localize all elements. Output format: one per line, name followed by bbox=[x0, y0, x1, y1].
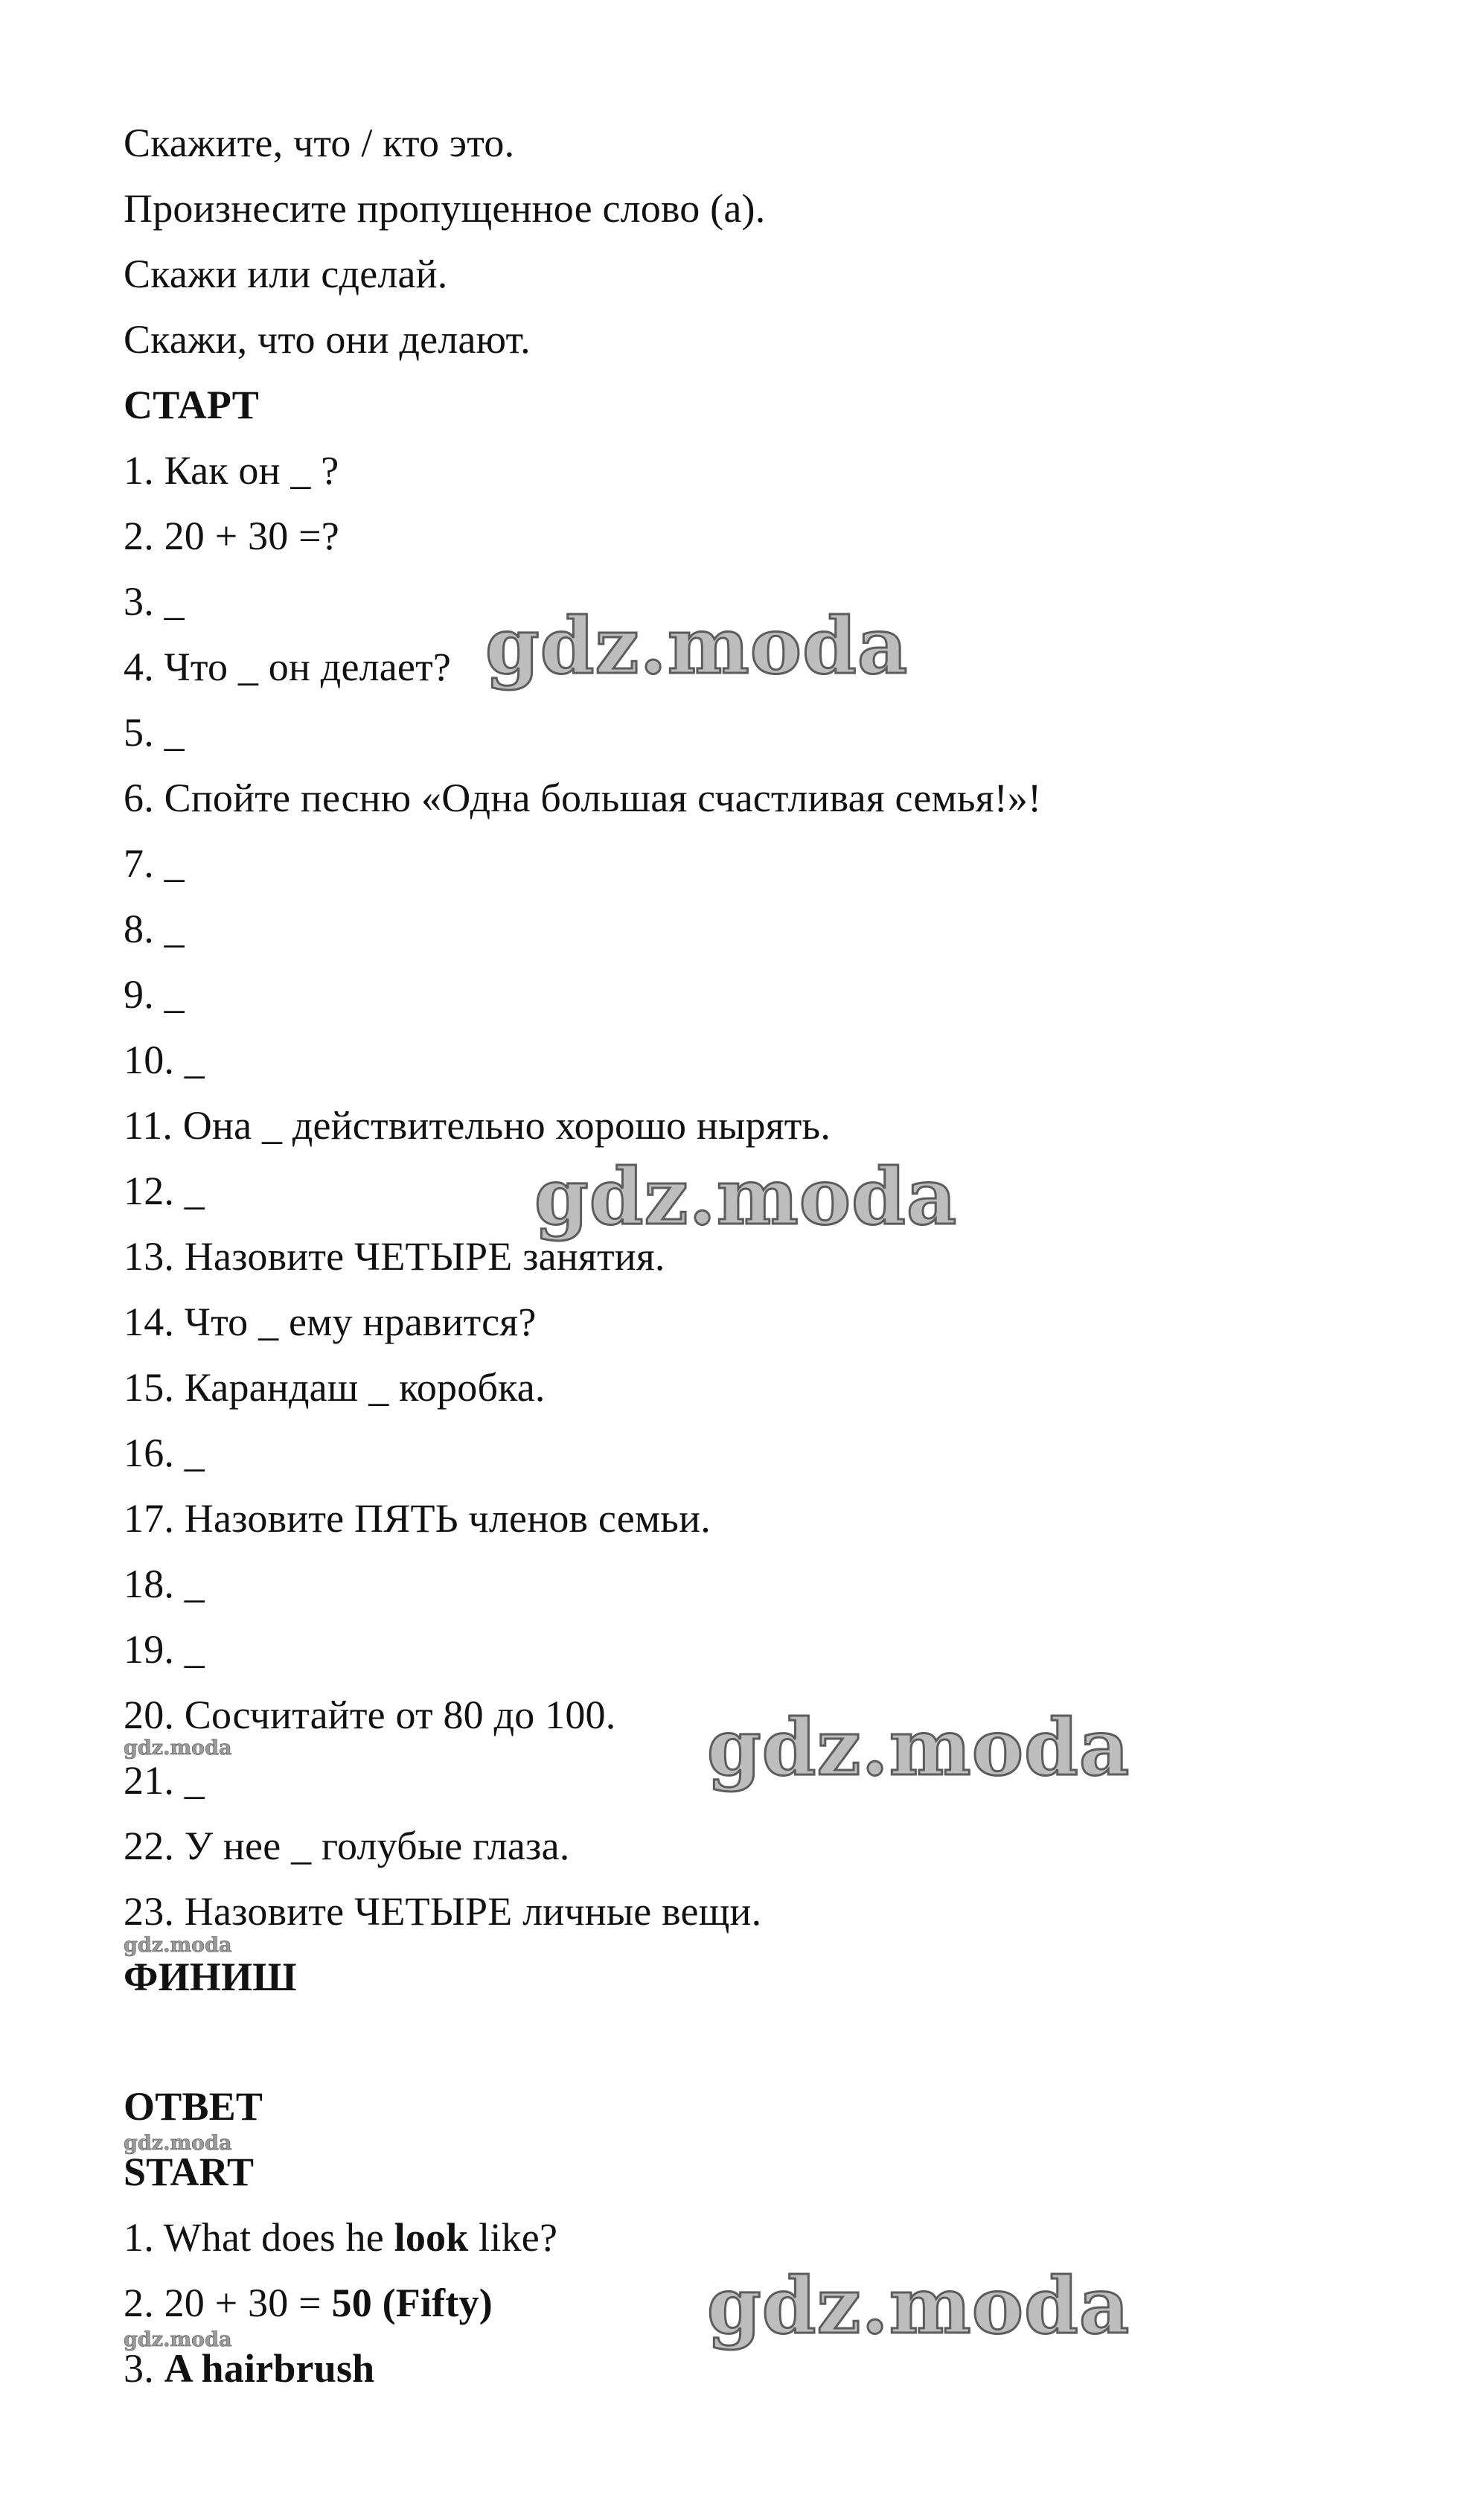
answer-start-heading: START bbox=[124, 2150, 255, 2194]
watermark-small: gdz.moda bbox=[124, 1736, 232, 1760]
watermark-small: gdz.moda bbox=[124, 2132, 232, 2155]
answer-bold: A hairbrush bbox=[164, 2346, 375, 2391]
answer-line bbox=[124, 2345, 374, 2392]
task-item: 1. Как он _ ? bbox=[124, 448, 339, 493]
task-item: 7. _ bbox=[124, 841, 185, 886]
task-item: 2. 20 + 30 =? bbox=[124, 514, 339, 558]
task-item: 14. Что _ ему нравится? bbox=[124, 1300, 537, 1344]
task-item: 16. _ bbox=[124, 1431, 205, 1475]
task-item: 19. _ bbox=[124, 1627, 205, 1672]
task-item: 11. Она _ действительно хорошо нырять. bbox=[124, 1103, 831, 1148]
answer-line bbox=[124, 2279, 493, 2327]
task-item: 23. Назовите ЧЕТЫРЕ личные вещи. bbox=[124, 1889, 762, 1934]
instruction-line: Скажи, что они делают. bbox=[124, 317, 531, 362]
task-item: 6. Спойте песню «Одна большая счастливая семья!»! bbox=[124, 776, 1042, 820]
watermark-logo: gdz.moda bbox=[707, 1701, 1130, 1793]
task-item: 3. _ bbox=[124, 579, 185, 624]
task-item: 21. _ bbox=[124, 1758, 205, 1803]
watermark-logo: gdz.moda bbox=[534, 1151, 958, 1242]
task-item: 17. Назовите ПЯТЬ членов семьи. bbox=[124, 1496, 711, 1541]
task-item: 4. Что _ он делает? bbox=[124, 645, 452, 689]
start-heading: СТАРТ bbox=[124, 383, 259, 427]
watermark-logo: gdz.moda bbox=[707, 2260, 1130, 2351]
answer-heading: ОТВЕТ bbox=[124, 2084, 263, 2129]
task-item: 22. У нее _ голубые глаза. bbox=[124, 1824, 570, 1868]
answer-text: 2. 20 + 30 = bbox=[124, 2281, 332, 2325]
task-item: 13. Назовите ЧЕТЫРЕ занятия. bbox=[124, 1234, 665, 1279]
watermark-small: gdz.moda bbox=[124, 2328, 232, 2351]
task-item: 5. _ bbox=[124, 710, 185, 755]
task-item: 10. _ bbox=[124, 1038, 205, 1082]
finish-heading: ФИНИШ bbox=[124, 1955, 297, 1999]
task-item: 8. _ bbox=[124, 907, 185, 951]
answer-text: like? bbox=[468, 2215, 558, 2260]
instruction-line: Произнесите пропущенное слово (а). bbox=[124, 186, 766, 231]
instruction-line: Скажи или сделай. bbox=[124, 252, 448, 296]
answer-bold: 50 (Fifty) bbox=[331, 2281, 493, 2325]
task-item: 15. Карандаш _ коробка. bbox=[124, 1365, 546, 1410]
answer-bold: look bbox=[394, 2215, 469, 2260]
task-item: 20. Сосчитайте от 80 до 100. bbox=[124, 1693, 616, 1737]
task-item: 12. _ bbox=[124, 1169, 205, 1213]
watermark-logo: gdz.moda bbox=[485, 600, 909, 691]
answer-text: 3. bbox=[124, 2346, 164, 2391]
task-item: 9. _ bbox=[124, 972, 185, 1017]
answer-text: 1. What does he bbox=[124, 2215, 394, 2260]
answer-line bbox=[124, 2214, 557, 2261]
watermark-small: gdz.moda bbox=[124, 1934, 232, 1957]
task-item: 18. _ bbox=[124, 1562, 205, 1606]
instruction-line: Скажите, что / кто это. bbox=[124, 121, 515, 165]
